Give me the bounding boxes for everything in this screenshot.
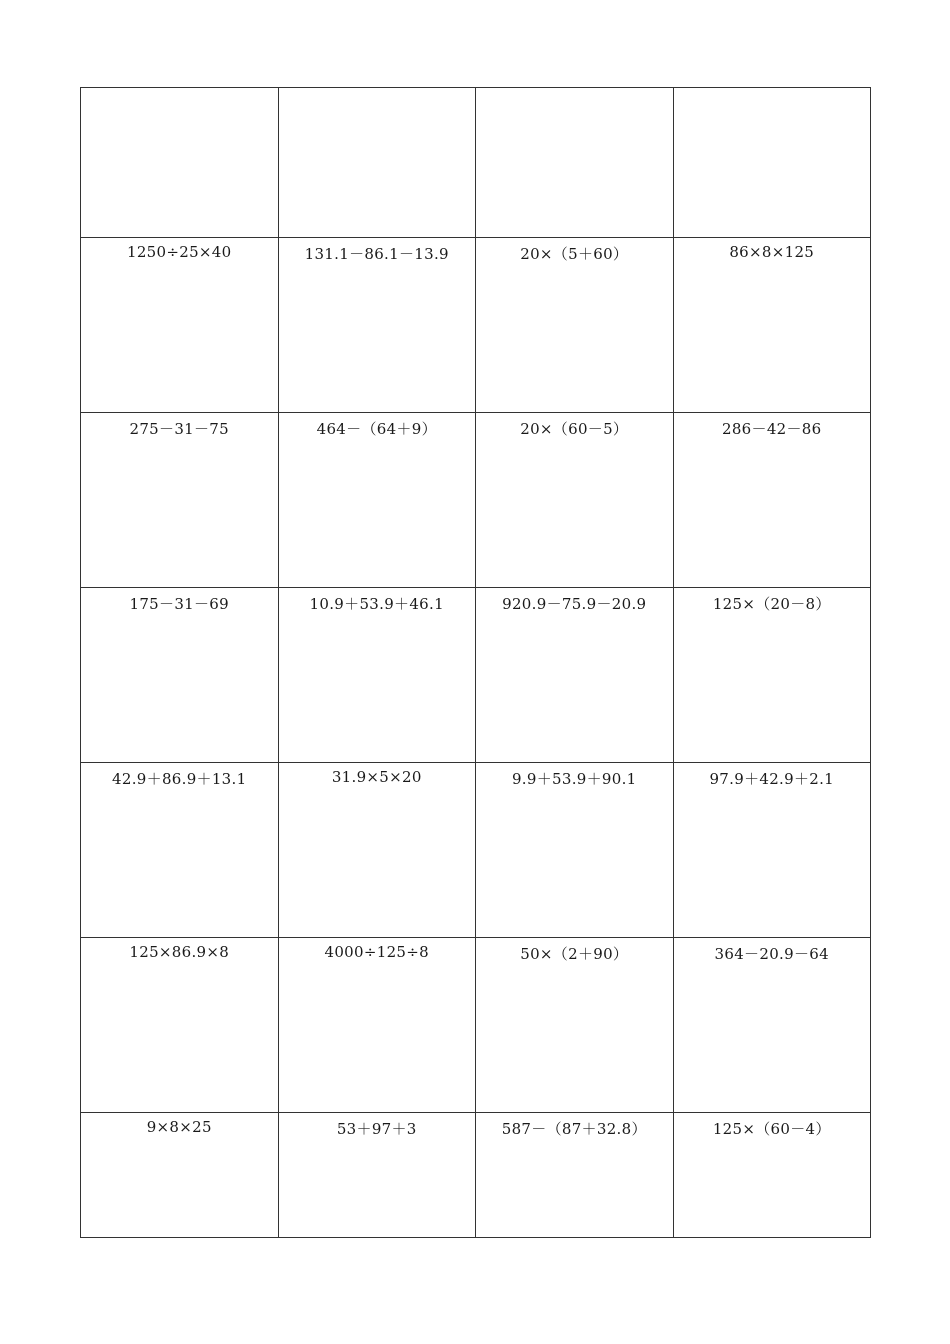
- expression-text: 97.9＋42.9＋2.1: [709, 770, 835, 788]
- calculation-worksheet-table: [80, 87, 871, 1238]
- expression-text: 9.9＋53.9＋90.1: [511, 770, 637, 788]
- expression-text: 20×（5＋60）: [520, 245, 629, 263]
- expression-text: 50×（2＋90）: [520, 945, 629, 963]
- table-row: [81, 763, 871, 938]
- expression-cell: [278, 238, 476, 413]
- expression-cell: [673, 413, 871, 588]
- expression-cell: [81, 1113, 279, 1238]
- expression-text: 53＋97＋3: [336, 1120, 417, 1138]
- expression-text: 42.9＋86.9＋13.1: [112, 770, 247, 788]
- expression-text: 920.9－75.9－20.9: [502, 595, 647, 613]
- expression-cell: [476, 413, 674, 588]
- expression-text: 175－31－69: [129, 595, 229, 613]
- expression-text: 10.9＋53.9＋46.1: [309, 595, 444, 613]
- expression-cell: [673, 588, 871, 763]
- expression-text: 20×（60－5）: [520, 420, 629, 438]
- expression-text: 275－31－75: [129, 420, 229, 438]
- table-row: [81, 588, 871, 763]
- expression-cell: [476, 1113, 674, 1238]
- answer-cell: [476, 88, 674, 238]
- expression-text: 286－42－86: [721, 420, 822, 438]
- expression-cell: [278, 1113, 476, 1238]
- expression-text: 131.1－86.1－13.9: [304, 245, 449, 263]
- expression-cell: [81, 588, 279, 763]
- expression-text: 587－（87＋32.8）: [501, 1120, 647, 1138]
- expression-cell: [278, 763, 476, 938]
- expression-cell: [476, 763, 674, 938]
- expression-cell: [673, 238, 871, 413]
- expression-text: [476, 88, 673, 93]
- expression-cell: [81, 938, 279, 1113]
- expression-text: 9×8×25: [146, 1118, 212, 1136]
- expression-text: 125×86.9×8: [129, 943, 230, 961]
- answer-cell: [278, 88, 476, 238]
- answer-cell: [81, 88, 279, 238]
- expression-text: 125×（20－8）: [712, 595, 831, 613]
- answer-cell: [673, 88, 871, 238]
- expression-cell: [81, 763, 279, 938]
- expression-text: 4000÷125÷8: [324, 943, 429, 961]
- table-row: [81, 88, 871, 238]
- table-row: [81, 938, 871, 1113]
- expression-text: 31.9×5×20: [331, 768, 422, 786]
- expression-cell: [81, 413, 279, 588]
- expression-cell: [673, 938, 871, 1113]
- table-row: [81, 1113, 871, 1238]
- expression-cell: [278, 413, 476, 588]
- expression-text: [279, 88, 476, 93]
- expression-cell: [673, 763, 871, 938]
- expression-text: [674, 88, 871, 93]
- expression-text: [81, 88, 278, 93]
- expression-cell: [278, 588, 476, 763]
- expression-cell: [476, 238, 674, 413]
- expression-cell: [81, 238, 279, 413]
- expression-text: 86×8×125: [729, 243, 815, 261]
- expression-cell: [673, 1113, 871, 1238]
- table-row: [81, 238, 871, 413]
- expression-text: 1250÷25×40: [127, 243, 232, 261]
- expression-text: 125×（60－4）: [712, 1120, 831, 1138]
- expression-text: 364－20.9－64: [714, 945, 829, 963]
- expression-text: 464－（64＋9）: [316, 420, 437, 438]
- expression-cell: [476, 938, 674, 1113]
- expression-cell: [476, 588, 674, 763]
- expression-cell: [278, 938, 476, 1113]
- table-row: [81, 413, 871, 588]
